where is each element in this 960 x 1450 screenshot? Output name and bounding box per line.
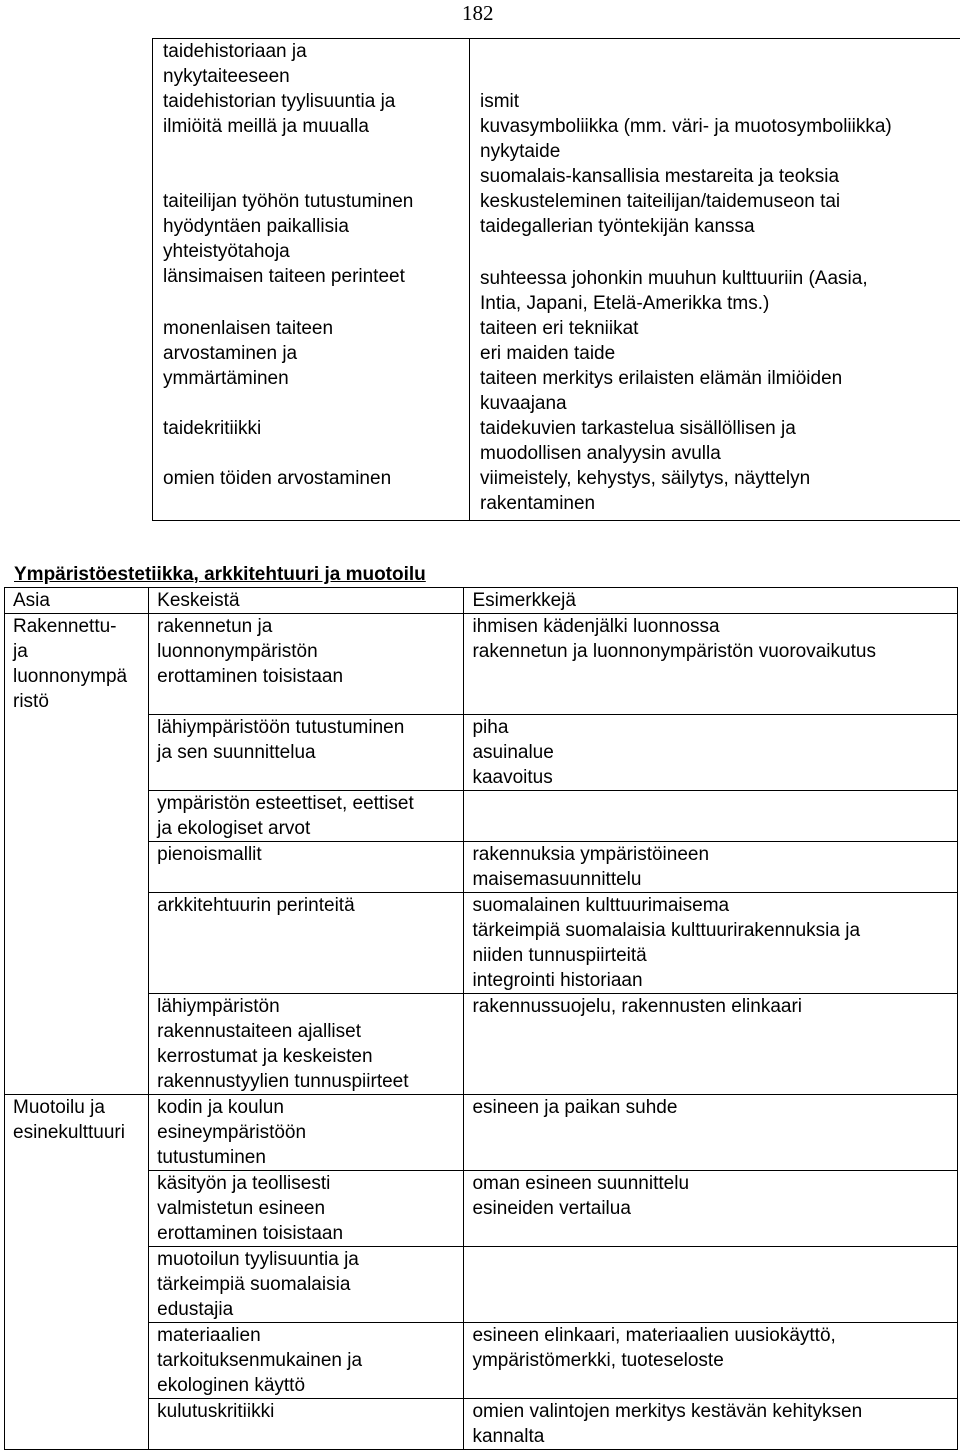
table-cell: suomalainen kulttuurimaisema tärkeimpiä suomalaisia kulttuurirakennuksia ja niiden tunnuspiirteitä integrointi historiaan <box>464 892 958 993</box>
table-cell: taidekuvien tarkastelua sisällöllisen ja muodollisen analyysin avulla <box>470 416 960 466</box>
table-cell: viimeistely, kehystys, säilytys, näyttelyn rakentaminen <box>470 466 960 521</box>
table-row <box>5 614 958 715</box>
table-cell: ihmisen kädenjälki luonnossa rakennetun ja luonnonympäristön vuorovaikutus <box>464 614 958 715</box>
table-cell: Rakennettu- ja luonnonympä ristö <box>5 614 149 715</box>
table-cell: taidehistoriaan ja nykytaiteeseen taidehistorian tyylisuuntia ja ilmiöitä meillä ja muualla <box>153 39 470 190</box>
table-header-row <box>5 588 958 614</box>
column-header-asia: Asia <box>5 588 149 614</box>
table-cell: muotoilun tyylisuuntia ja tärkeimpiä suomalaisia edustajia <box>149 1246 464 1322</box>
page-number: 182 <box>462 0 494 26</box>
table-row <box>5 892 958 993</box>
table-cell: piha asuinalue kaavoitus <box>464 714 958 790</box>
table-cell: oman esineen suunnittelu esineiden vertailua <box>464 1170 958 1246</box>
table-row <box>5 1170 958 1246</box>
table-row <box>5 790 958 841</box>
table-cell <box>464 790 958 841</box>
table-cell: ympäristön esteettiset, eettiset ja ekologiset arvot <box>149 790 464 841</box>
table-row <box>5 1246 958 1322</box>
table-row <box>5 841 958 892</box>
table-row <box>5 714 958 790</box>
table-cell: suhteessa johonkin muuhun kulttuuriin (Aasia, Intia, Japani, Etelä-Amerikka tms.) <box>470 264 960 316</box>
table-cell <box>5 790 149 841</box>
table-row <box>5 1094 958 1170</box>
table-cell: materiaalien tarkoituksenmukainen ja ekologinen käyttö <box>149 1322 464 1398</box>
table-cell: taiteilijan työhön tutustuminen hyödyntäen paikallisia yhteistyötahoja <box>153 189 470 264</box>
environment-table <box>4 587 958 1450</box>
table-row <box>153 316 960 416</box>
table-cell <box>5 1246 149 1322</box>
table-cell: arkkitehtuurin perinteitä <box>149 892 464 993</box>
table-cell <box>5 892 149 993</box>
table-row <box>153 416 960 466</box>
table-row <box>153 264 960 316</box>
table-cell: keskusteleminen taiteilijan/taidemuseon tai taidegallerian työntekijän kanssa <box>470 189 960 264</box>
table-cell: kodin ja koulun esineympäristöön tutustuminen <box>149 1094 464 1170</box>
table-cell <box>5 714 149 790</box>
table-cell: kulutuskritiikki <box>149 1398 464 1449</box>
table-cell: Muotoilu ja esinekulttuuri <box>5 1094 149 1170</box>
table-cell <box>5 1170 149 1246</box>
table-cell: länsimaisen taiteen perinteet <box>153 264 470 316</box>
table-cell: taidekritiikki <box>153 416 470 466</box>
top-table <box>152 38 960 521</box>
table-cell <box>5 1398 149 1449</box>
column-header-esimerkkeja: Esimerkkejä <box>464 588 958 614</box>
table-cell: monenlaisen taiteen arvostaminen ja ymmärtäminen <box>153 316 470 416</box>
table-cell: lähiympäristön rakennustaiteen ajalliset kerrostumat ja keskeisten rakennustyylien tunnuspiirteet <box>149 993 464 1094</box>
table-cell <box>5 841 149 892</box>
table-cell: rakennuksia ympäristöineen maisemasuunnittelu <box>464 841 958 892</box>
table-cell: omien töiden arvostaminen <box>153 466 470 521</box>
table-row <box>5 993 958 1094</box>
table-cell: taiteen eri tekniikat eri maiden taide taiteen merkitys erilaisten elämän ilmiöiden kuvaajana <box>470 316 960 416</box>
column-header-keskeista: Keskeistä <box>149 588 464 614</box>
table-cell: esineen ja paikan suhde <box>464 1094 958 1170</box>
table-row <box>153 39 960 190</box>
table-cell: esineen elinkaari, materiaalien uusiokäyttö, ympäristömerkki, tuoteseloste <box>464 1322 958 1398</box>
section-heading: Ympäristöestetiikka, arkkitehtuuri ja muotoilu <box>14 562 426 587</box>
table-cell: käsityön ja teollisesti valmistetun esineen erottaminen toisistaan <box>149 1170 464 1246</box>
table-cell: lähiympäristöön tutustuminen ja sen suunnittelua <box>149 714 464 790</box>
table-row <box>5 1398 958 1449</box>
table-cell: rakennussuojelu, rakennusten elinkaari <box>464 993 958 1094</box>
table-cell <box>5 1322 149 1398</box>
table-cell <box>5 993 149 1094</box>
table-row <box>153 189 960 264</box>
table-row <box>5 1322 958 1398</box>
table-row <box>153 466 960 521</box>
table-cell: ismit kuvasymboliikka (mm. väri- ja muotosymboliikka) nykytaide suomalais-kansallisia mestareita ja teoksia <box>470 39 960 190</box>
table-cell <box>464 1246 958 1322</box>
table-cell: rakennetun ja luonnonympäristön erottaminen toisistaan <box>149 614 464 715</box>
table-cell: pienoismallit <box>149 841 464 892</box>
table-cell: omien valintojen merkitys kestävän kehityksen kannalta <box>464 1398 958 1449</box>
